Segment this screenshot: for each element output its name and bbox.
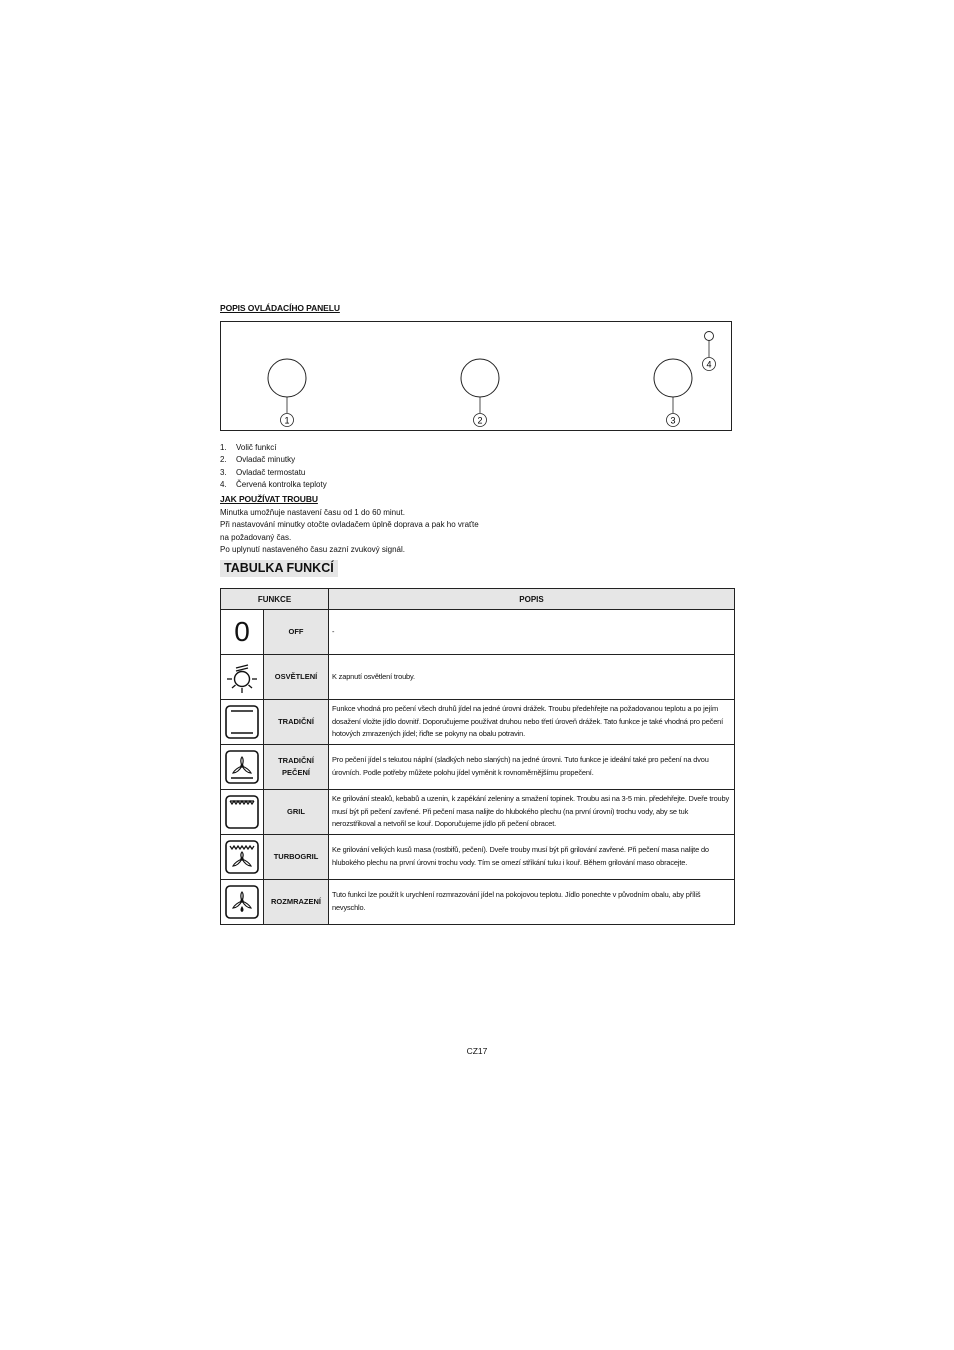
legend-item: 4. Červená kontrolka teploty <box>220 480 327 490</box>
legend-item: 1. Volič funkcí <box>220 443 277 452</box>
temperature-indicator-light <box>705 332 714 341</box>
column-header-function: FUNKCE <box>221 589 329 610</box>
usage-section-title: JAK POUŽÍVAT TROUBU <box>220 494 318 504</box>
function-description: Tuto funkci lze použít k urychlení rozmrazování jídel na pokojovou teplotu. Jídlo ponechte v původním obalu, aby příliš nevyschlo. <box>329 880 735 925</box>
table-row <box>221 745 735 790</box>
table-row <box>221 700 735 745</box>
legend-item: 3. Ovladač termostatu <box>220 467 306 477</box>
function-table-title: TABULKA FUNKCÍ <box>220 560 338 577</box>
page-number: CZ17 <box>466 1046 488 1056</box>
function-description: - <box>329 610 735 655</box>
function-name: OSVĚTLENÍ <box>264 655 329 700</box>
function-name: TURBOGRIL <box>264 835 329 880</box>
table-row <box>221 880 735 925</box>
function-description: Funkce vhodná pro pečení všech druhů jídel na jedné úrovni drážek. Troubu předehřejte na požadovanou teplotu a po jejím dosažení vložte jídlo dovnitř. Doporučujeme používat druhou nebo třetí úroveň drážek. Tato funkce je také vhodná pro pečení hotových zmrazených jídel; řiďte se pokyny na obalu potravin. <box>329 700 735 745</box>
function-knob <box>268 359 306 397</box>
conventional-oven-icon <box>221 700 264 745</box>
turbo-grill-icon <box>221 835 264 880</box>
function-name: OFF <box>264 610 329 655</box>
panel-section-title: POPIS OVLÁDACÍHO PANELU <box>220 303 340 313</box>
function-name: TRADIČNÍ PEČENÍ <box>264 745 329 790</box>
function-description: K zapnutí osvětlení trouby. <box>329 655 735 700</box>
panel-legend <box>220 442 327 492</box>
callout-4: 4 <box>706 359 712 370</box>
thermostat-knob <box>654 359 692 397</box>
table-row <box>221 655 735 700</box>
function-description: Ke grilování velkých kusů masa (rostbifů, pečení). Dveře trouby musí být při grilování zavřené. Při pečení masa nalijte do hlubokého plechu na první úrovni trochu vody. Tím se omezí stříkání tuku i kouř. Během grilování maso obracejte. <box>329 835 735 880</box>
usage-text: Minutka umožňuje nastavení času od 1 do 60 minut. Při nastavování minutky otočte ovladačem úplně doprava a pak ho vraťte na požadovaný čas. Po uplynutí nastaveného času zazní zvukový signál. <box>220 508 479 555</box>
table-row <box>221 835 735 880</box>
light-bulb-icon <box>221 655 264 700</box>
grill-icon <box>221 790 264 835</box>
callout-2: 2 <box>477 415 483 426</box>
function-description: Ke grilování steaků, kebabů a uzenin, k zapékání zeleniny a smažení topinek. Troubu asi na 3-5 min. předehřejte. Dveře trouby musí být při pečení zavřené. Při pečení masa nalijte do hlubokého plechu (na první úrovni) trochu vody, aby se tuk nerozstřikoval a netvořil se kouř. Doporučujeme jídlo při pečení obracet. <box>329 790 735 835</box>
defrost-icon <box>221 880 264 925</box>
legend-item: 2. Ovladač minutky <box>220 455 296 465</box>
callout-1: 1 <box>284 415 290 426</box>
function-table <box>220 588 735 925</box>
table-row <box>221 610 735 655</box>
table-header-row <box>221 589 735 610</box>
table-row <box>221 790 735 835</box>
callout-3: 3 <box>670 415 676 426</box>
control-panel-diagram <box>220 321 732 431</box>
fan-bottom-heat-icon <box>221 745 264 790</box>
zero-off-icon: 0 <box>221 610 264 655</box>
column-header-description: POPIS <box>329 589 735 610</box>
function-name: TRADIČNÍ <box>264 700 329 745</box>
timer-knob <box>461 359 499 397</box>
function-description: Pro pečení jídel s tekutou náplní (sladkých nebo slaných) na jedné úrovni. Tuto funkce je ideální také pro pečení na dvou úrovních. Podle potřeby můžete polohu jídel vyměnit k rovnoměrnějšímu propečení. <box>329 745 735 790</box>
function-name: ROZMRAZENÍ <box>264 880 329 925</box>
function-name: GRIL <box>264 790 329 835</box>
